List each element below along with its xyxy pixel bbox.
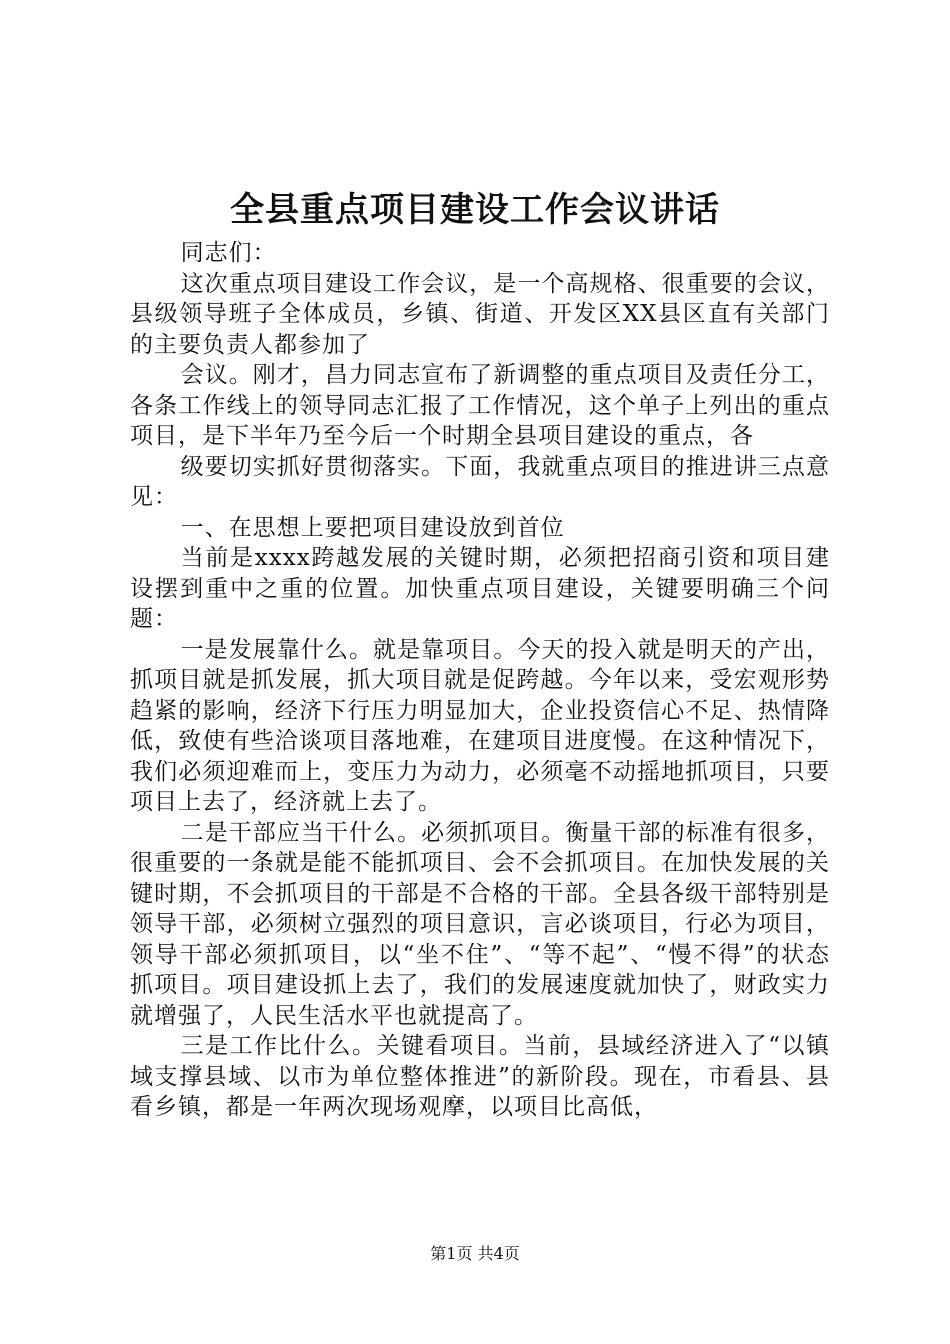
paragraph: 会议。刚才，昌力同志宣布了新调整的重点项目及责任分工，各条工作线上的领导同志汇报了工作情况，这个单子上列出的重点项目，是下半年乃至今后一个时期全县项目建设的重点，各 xyxy=(130,362,830,449)
paragraph: 三是工作比什么。关键看项目。当前，县域经济进入了“以镇域支撑县域、以市为单位整体推进”的新阶段。现在，市看县、县看乡镇，都是一年两次现场观摩，以项目比高低， xyxy=(130,1033,830,1120)
paragraph: 级要切实抓好贯彻落实。下面，我就重点项目的推进讲三点意见： xyxy=(130,453,830,510)
paragraph: 一是发展靠什么。就是靠项目。今天的投入就是明天的产出，抓项目就是抓发展，抓大项目就是促跨越。今年以来，受宏观形势趋紧的影响，经济下行压力明显加大，企业投资信心不足、热情降低，致使有些洽谈项目落地难，在建项目进度慢。在这种情况下，我们必须迎难而上，变压力为动力，必须毫不动摇地抓项目，只要项目上去了，经济就上去了。 xyxy=(130,636,830,815)
paragraph: 当前是xxxx跨越发展的关键时期，必须把招商引资和项目建设摆到重中之重的位置。加快重点项目建设，关键要明确三个问题： xyxy=(130,545,830,632)
document-title: 全县重点项目建设工作会议讲话 xyxy=(230,190,720,230)
page-number: 第1页 共4页 xyxy=(430,1244,520,1263)
document-body xyxy=(130,238,830,1123)
paragraph: 这次重点项目建设工作会议，是一个高规格、很重要的会议，县级领导班子全体成员，乡镇、街道、开发区XX县区直有关部门的主要负责人都参加了 xyxy=(130,270,830,358)
paragraph-salutation: 同志们： xyxy=(180,240,277,266)
section-heading: 一、在思想上要把项目建设放到首位 xyxy=(180,514,565,541)
paragraph: 二是干部应当干什么。必须抓项目。衡量干部的标准有很多，很重要的一条就是能不能抓项目、会不会抓项目。在加快发展的关键时期，不会抓项目的干部是不合格的干部。全县各级干部特别是领导干部，必须树立强烈的项目意识，言必谈项目，行必为项目，领导干部必须抓项目，以“坐不住”、“等不起”、“慢不得”的状态抓项目。项目建设抓上去了，我们的发展速度就加快了，财政实力就增强了，人民生活水平也就提高了。 xyxy=(130,819,830,1029)
